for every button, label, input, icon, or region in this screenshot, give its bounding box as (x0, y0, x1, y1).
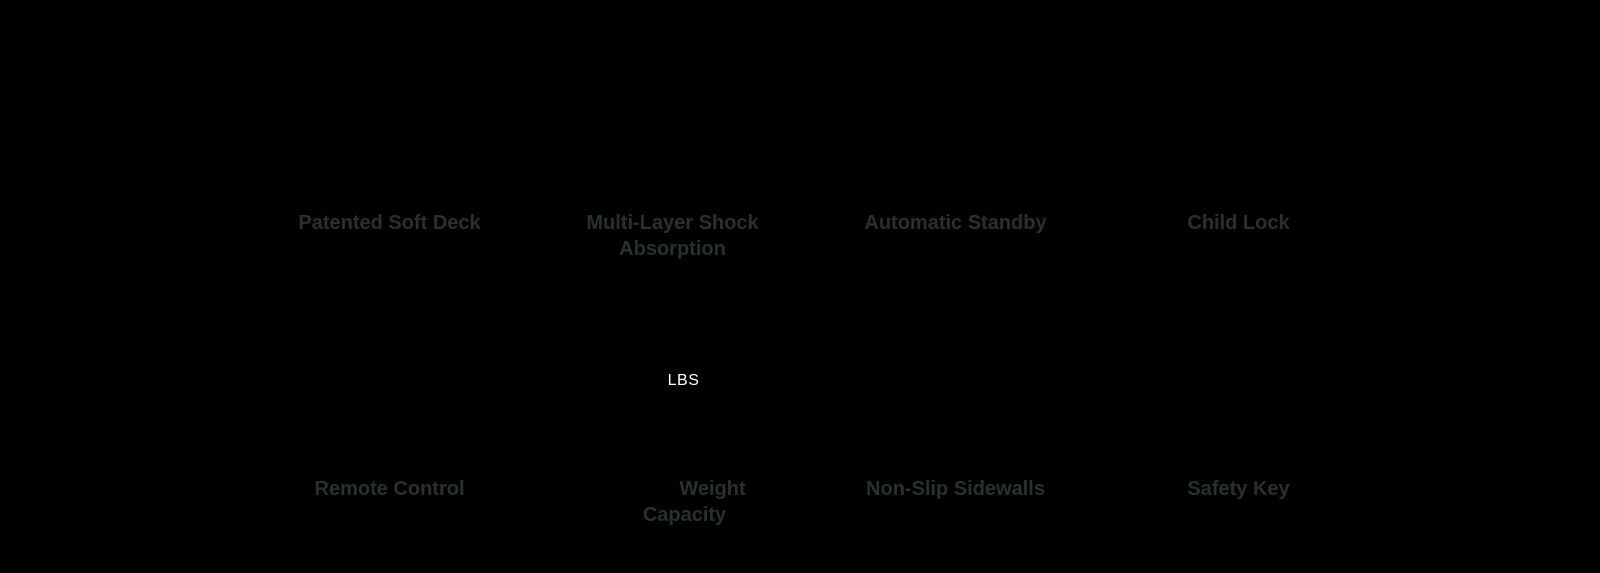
feature-label-shock-absorption: Multi-Layer Shock Absorption (586, 212, 759, 260)
feature-label-child-lock: Child Lock (1187, 212, 1290, 234)
automatic-standby-icon (871, 90, 1041, 210)
feature-label-weight-capacity (631, 476, 746, 528)
feature-cell-child-lock (1097, 90, 1380, 262)
feature-cell-automatic-standby (814, 90, 1097, 262)
child-lock-icon (1154, 90, 1324, 210)
feature-cell-remote-control (248, 302, 531, 528)
non-slip-sidewalls-icon (871, 302, 1041, 476)
safety-key-icon (1154, 302, 1324, 476)
soft-deck-icon (305, 90, 475, 210)
weight-capacity-label-line1: Weight (679, 478, 746, 500)
feature-label-automatic-standby: Automatic Standby (864, 212, 1047, 234)
shock-absorption-icon (588, 90, 758, 210)
feature-label-remote-control: Remote Control (314, 478, 465, 500)
feature-cell-non-slip-sidewalls (814, 302, 1097, 528)
weight-capacity-lbs-text: LBS (667, 372, 700, 389)
features-grid (248, 90, 1380, 528)
feature-cell-soft-deck (248, 90, 531, 262)
feature-label-soft-deck: Patented Soft Deck (298, 212, 481, 234)
feature-label-safety-key: Safety Key (1187, 478, 1290, 500)
weight-capacity-label-line2: Capacity (642, 504, 727, 526)
feature-label-non-slip-sidewalls: Non-Slip Sidewalls (866, 478, 1045, 500)
feature-cell-shock-absorption (531, 90, 814, 262)
feature-cell-weight-capacity (531, 302, 814, 528)
weight-capacity-icon (588, 302, 758, 476)
remote-control-icon (305, 302, 475, 476)
feature-cell-safety-key (1097, 302, 1380, 528)
